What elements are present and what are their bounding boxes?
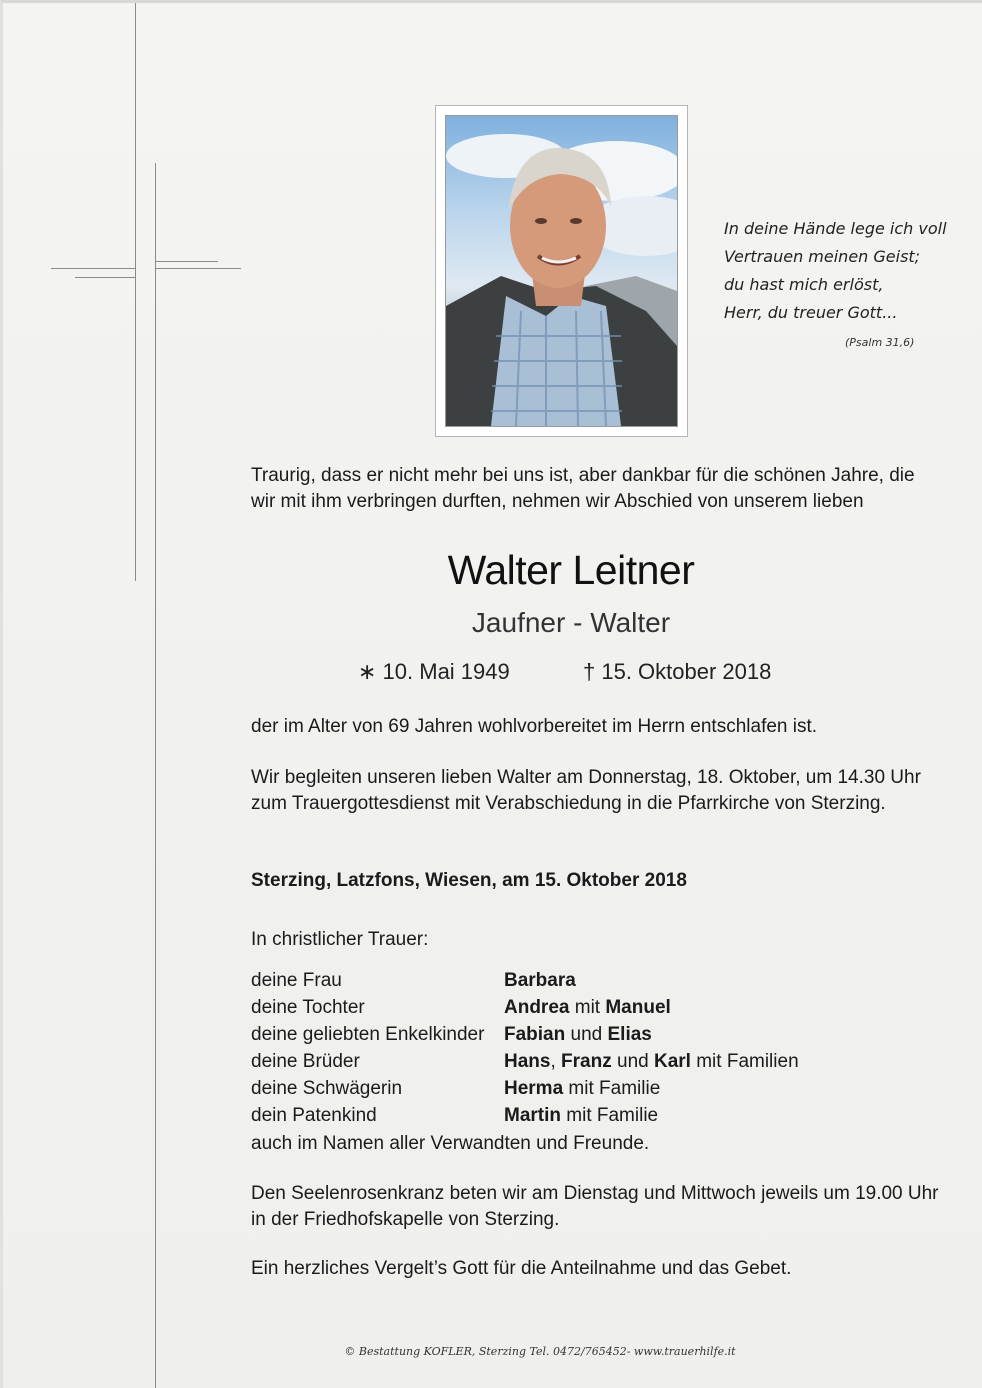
relative-label: deine Tochter (251, 997, 365, 1018)
rosary-text: Den Seelenrosenkranz beten wir am Dienstag und Mittwoch jeweils um 19.00 Uhr in der Friedhofskapelle von Sterzing. (251, 1183, 939, 1230)
funeral-text: Wir begleiten unseren lieben Walter am Donnerstag, 18. Oktober, um 14.30 Uhr zum Trauergottesdienst mit Verabschiedung in die Pfarrkirche von Sterzing. (251, 767, 921, 814)
relative-connector: mit Familien (690, 1051, 799, 1072)
relative-connector: und (565, 1024, 608, 1045)
psalm-quote (724, 215, 964, 327)
relative-label: deine Frau (251, 970, 342, 991)
relative-name: Herma (504, 1078, 564, 1099)
portrait-frame (435, 105, 688, 437)
relative-name: Hans (504, 1051, 551, 1072)
relative-label: deine Schwägerin (251, 1078, 403, 1099)
deceased-name: Walter Leitner (447, 547, 695, 593)
cross-line-horizontal (156, 268, 241, 269)
relative-name: Andrea (504, 997, 570, 1018)
intro-text: Traurig, dass er nicht mehr bei uns ist, aber dankbar für die schönen Jahre, die wir mit ihm verbringen durften, nehmen wir Abschied von unserem lieben (251, 465, 915, 512)
birth-date: ∗ 10. Mai 1949 (358, 659, 510, 684)
relative-connector: mit (569, 997, 606, 1018)
relative-connector: und (611, 1051, 654, 1072)
relative-names (504, 1102, 658, 1129)
psalm-line: Herr, du treuer Gott... (724, 303, 898, 322)
relative-label: deine geliebten Enkelkinder (251, 1024, 485, 1045)
psalm-line: Vertrauen meinen Geist; (724, 247, 921, 266)
thanks-text: Ein herzliches Vergelt’s Gott für die Anteilnahme und das Gebet. (251, 1258, 792, 1279)
cross-line-vertical-left (135, 3, 136, 581)
relatives-all-text: auch im Namen aller Verwandten und Freunde. (251, 1133, 650, 1154)
relative-name: Elias (607, 1024, 652, 1045)
psalm-line: du hast mich erlöst, (724, 275, 884, 294)
relative-name: Martin (504, 1105, 561, 1126)
relative-label: dein Patenkind (251, 1105, 377, 1126)
age-text: der im Alter von 69 Jahren wohlvorbereitet im Herrn entschlafen ist. (251, 716, 818, 737)
place-date: Sterzing, Latzfons, Wiesen, am 15. Oktober 2018 (251, 870, 687, 891)
relative-names (504, 1075, 660, 1102)
relative-name: Barbara (504, 970, 576, 991)
psalm-reference: (Psalm 31,6) (845, 336, 915, 349)
footer-credit: © Bestattung KOFLER, Sterzing Tel. 0472/765452- www.trauerhilfe.it (344, 1345, 736, 1358)
death-date: † 15. Oktober 2018 (583, 659, 772, 684)
relative-names (504, 1021, 652, 1048)
relative-connector: , (550, 1051, 562, 1072)
relative-names (504, 967, 576, 994)
cross-line-horizontal (75, 277, 136, 278)
cross-line-horizontal (156, 261, 218, 262)
relative-names (504, 1048, 799, 1075)
relative-name: Karl (653, 1051, 691, 1072)
deceased-nickname: Jaufner - Walter (471, 607, 671, 638)
portrait-photo (445, 115, 678, 427)
mourning-intro: In christlicher Trauer: (251, 929, 429, 950)
cross-line-vertical-right (155, 163, 156, 1388)
relative-connector: mit Familie (563, 1078, 661, 1099)
psalm-line: In deine Hände lege ich voll (724, 219, 947, 238)
relative-connector: mit Familie (561, 1105, 659, 1126)
relative-label: deine Brüder (251, 1051, 360, 1072)
relative-name: Manuel (605, 997, 671, 1018)
cross-line-horizontal (51, 268, 136, 269)
relative-name: Franz (561, 1051, 612, 1072)
relative-name: Fabian (504, 1024, 566, 1045)
relative-names (504, 994, 671, 1021)
